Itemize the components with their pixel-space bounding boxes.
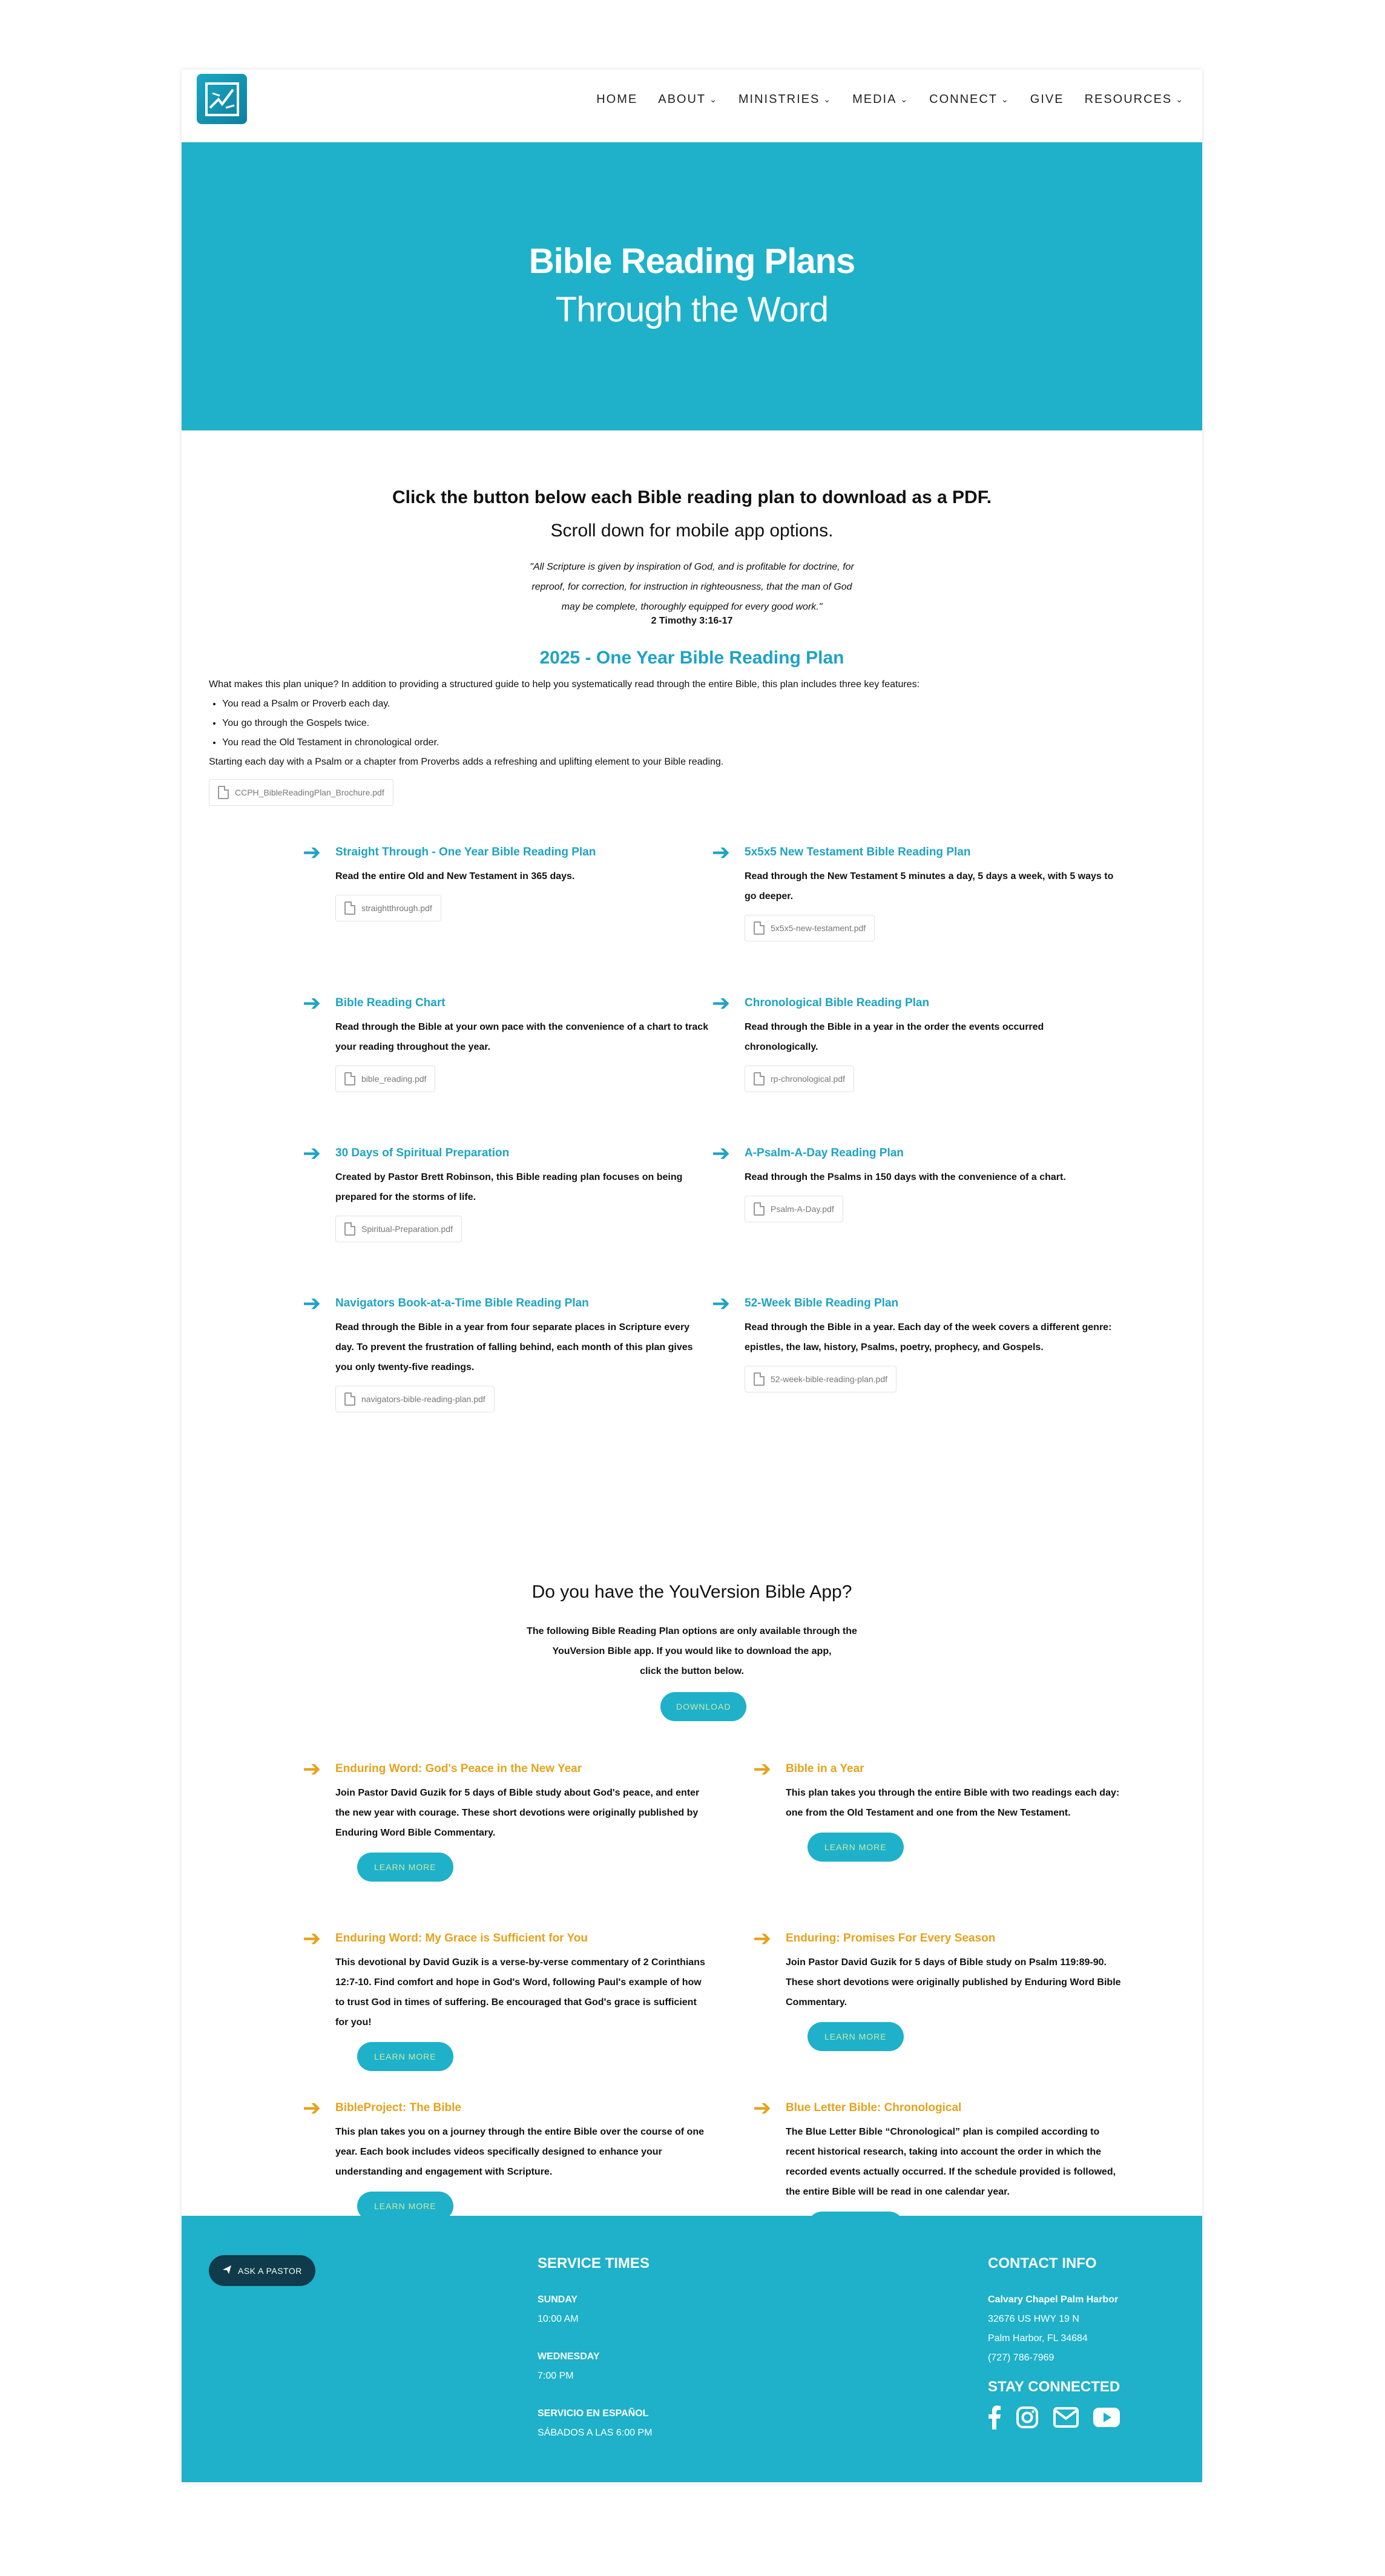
- pdf-download-link[interactable]: Psalm-A-Day.pdf: [745, 1196, 843, 1222]
- plan-card: [712, 840, 1120, 941]
- paper-plane-icon: [222, 2265, 232, 2276]
- intro-heading: Click the button below each Bible reading plan to download as a PDF.: [392, 487, 992, 507]
- plan-description: Read through the Bible in a year in the order the events occurred chronologically.: [745, 1022, 1044, 1052]
- nav-give[interactable]: GIVE: [1030, 93, 1064, 106]
- plan-description: Read through the Bible at your own pace with the convenience of a chart to track your reading throughout the year.: [335, 1022, 709, 1052]
- plan-card: [303, 1141, 711, 1242]
- nav-ministries[interactable]: MINISTRIES ⌄: [738, 93, 832, 106]
- pdf-download-link[interactable]: 52-week-bible-reading-plan.pdf: [745, 1366, 896, 1392]
- plan-description: Read through the Bible in a year from four separate places in Scripture every day. To prevent the frustration of falling behind, each month of this plan gives you only twenty-five readings.: [335, 1322, 693, 1372]
- file-icon: [754, 1372, 765, 1386]
- pdf-download-link[interactable]: straightthrough.pdf: [335, 895, 441, 921]
- arrow-right-icon: ➔: [303, 1926, 321, 1951]
- plan-description: Read through the New Testament 5 minutes a day, 5 days a week, with 5 ways to go deeper.: [745, 871, 1114, 901]
- pdf-download-link[interactable]: Spiritual-Preparation.pdf: [335, 1216, 462, 1242]
- nav-about[interactable]: ABOUT ⌄: [658, 93, 718, 106]
- pdf-download-link[interactable]: 5x5x5-new-testament.pdf: [745, 915, 875, 941]
- app-plan-card: [303, 2095, 711, 2221]
- site-header: [182, 70, 1202, 142]
- phone-link[interactable]: (727) 786-7969: [988, 2353, 1054, 2363]
- contact-heading: CONTACT INFO: [988, 2255, 1097, 2271]
- nav-home[interactable]: HOME: [596, 93, 638, 106]
- intro-subheading: Scroll down for mobile app options.: [550, 521, 834, 541]
- plan-description: Join Pastor David Guzik for 5 days of Bible study on Psalm 119:89-90. These short devotions were originally published by Enduring Word Bible Commentary.: [786, 1957, 1121, 2008]
- contact-info: CONTACT INFO Calvary Chapel Palm Harbor 32676 US HWY 19 N Palm Harbor, FL 34684 (727) 786-7969 STAY CONNECTED: [988, 2255, 1120, 2429]
- plan-description: The Blue Letter Bible “Chronological” plan is compiled according to recent historical research, taking into account the order in which the recorded events actually occurred. If the schedule provided is followed, the entire Bible will be read in one calendar year.: [786, 2127, 1116, 2197]
- app-plan-card: [303, 1756, 711, 1882]
- learn-more-button[interactable]: LEARN MORE: [357, 2042, 453, 2071]
- plan-title[interactable]: Enduring: Promises For Every Season: [786, 1932, 996, 1945]
- plan-title[interactable]: 5x5x5 New Testament Bible Reading Plan: [745, 846, 971, 858]
- app-plan-card: [303, 1926, 711, 2071]
- nav-media[interactable]: MEDIA ⌄: [852, 93, 909, 106]
- chevron-down-icon: ⌄: [709, 94, 718, 104]
- hero-subtitle: Through the Word: [555, 290, 829, 329]
- list-item: • You read the Old Testament in chronological order.: [222, 733, 1117, 753]
- file-icon: [344, 1222, 355, 1236]
- plan-description: Read through the Bible in a year. Each day of the week covers a different genre: epistles, the law, history, Psalms, poetry, prophecy, and Gospels.: [745, 1322, 1112, 1352]
- app-plan-card: [753, 1926, 1125, 2051]
- plan-title[interactable]: A-Psalm-A-Day Reading Plan: [745, 1147, 904, 1159]
- arrow-right-icon: ➔: [303, 1291, 321, 1316]
- service-times: SERVICE TIMES SUNDAY 10:00 AM WEDNESDAY 7:00 PM SERVICIO EN ESPAÑOL SÁBADOS A LAS 6:00 PM: [538, 2255, 653, 2438]
- stay-connected-heading: STAY CONNECTED: [988, 2379, 1120, 2395]
- hero-banner: [182, 142, 1202, 430]
- site-footer: [182, 2216, 1202, 2482]
- arrow-right-icon: ➔: [712, 1291, 731, 1316]
- file-icon: [754, 1202, 765, 1216]
- plan-title[interactable]: 30 Days of Spiritual Preparation: [335, 1147, 510, 1159]
- chevron-down-icon: ⌄: [823, 94, 832, 104]
- plan-title[interactable]: BibleProject: The Bible: [335, 2101, 461, 2114]
- app-plan-card: [753, 1756, 1125, 1862]
- plan-description: Read through the Psalms in 150 days with the convenience of a chart.: [745, 1172, 1066, 1182]
- file-icon: [344, 1072, 355, 1085]
- plan-title[interactable]: Blue Letter Bible: Chronological: [786, 2101, 962, 2114]
- download-app-button[interactable]: DOWNLOAD: [660, 1692, 746, 1721]
- plan-card: [712, 1291, 1120, 1392]
- plan-card: [712, 1141, 1120, 1222]
- plan-description: This plan takes you on a journey through the entire Bible over the course of one year. Each book includes videos specifically designed to enhance your understanding and engagement with Scripture.: [335, 2127, 704, 2177]
- plan-title[interactable]: 52-Week Bible Reading Plan: [745, 1297, 899, 1309]
- youversion-text: The following Bible Reading Plan options are only available through the YouVersion Bible app. If you would like to download the app, click the button below.: [527, 1626, 857, 1676]
- nav-connect[interactable]: CONNECT ⌄: [929, 93, 1010, 106]
- featured-description: What makes this plan unique? In addition to providing a structured guide to help you systematically read through the entire Bible, this plan includes three key features: • You read a Psalm or Proverb each day. • You go through the Gospels twice. • You read the Old Testament in chronological order. Starting each day with a Psalm or a chapter from Proverbs adds a refreshing and uplifting element to your Bible reading.: [209, 675, 1117, 772]
- arrow-right-icon: ➔: [753, 1926, 772, 1951]
- file-icon: [754, 921, 765, 935]
- list-item: • You read a Psalm or Proverb each day.: [222, 694, 1117, 714]
- arrow-right-icon: ➔: [712, 990, 731, 1015]
- plan-title[interactable]: Bible in a Year: [786, 1762, 864, 1775]
- file-icon: [344, 901, 355, 915]
- plan-description: Join Pastor David Guzik for 5 days of Bible study about God's peace, and enter the new year with courage. These short devotions were originally published by Enduring Word Bible Commentary.: [335, 1788, 700, 1838]
- plan-description: Read the entire Old and New Testament in 365 days.: [335, 871, 575, 881]
- email-icon[interactable]: [1053, 2407, 1079, 2428]
- arrow-right-icon: ➔: [303, 840, 321, 865]
- pdf-download-link[interactable]: rp-chronological.pdf: [745, 1066, 854, 1092]
- plan-title[interactable]: Straight Through - One Year Bible Reading Plan: [335, 846, 596, 858]
- pdf-download-link[interactable]: bible_reading.pdf: [335, 1066, 435, 1092]
- logo-icon: [204, 81, 240, 117]
- chevron-down-icon: ⌄: [1001, 94, 1010, 104]
- ask-a-pastor-button[interactable]: ASK A PASTOR: [209, 2255, 315, 2286]
- list-item: • You go through the Gospels twice.: [222, 714, 1117, 733]
- pdf-download-link[interactable]: CCPH_BibleReadingPlan_Brochure.pdf: [209, 779, 393, 806]
- pdf-download-link[interactable]: navigators-bible-reading-plan.pdf: [335, 1386, 495, 1412]
- arrow-right-icon: ➔: [712, 840, 731, 865]
- learn-more-button[interactable]: LEARN MORE: [357, 2192, 453, 2221]
- instagram-icon[interactable]: [1016, 2406, 1039, 2429]
- plan-title[interactable]: Chronological Bible Reading Plan: [745, 996, 930, 1009]
- nav-resources[interactable]: RESOURCES ⌄: [1084, 93, 1184, 106]
- arrow-right-icon: ➔: [712, 1141, 731, 1165]
- plan-title[interactable]: Enduring Word: My Grace is Sufficient for You: [335, 1932, 588, 1945]
- feature-list: [209, 694, 1117, 753]
- arrow-right-icon: ➔: [303, 1756, 321, 1781]
- plan-card: [303, 840, 711, 921]
- file-icon: [344, 1392, 355, 1406]
- arrow-right-icon: ➔: [303, 1141, 321, 1165]
- hero-title: Bible Reading Plans: [528, 242, 855, 281]
- quote-reference: 2 Timothy 3:16-17: [651, 616, 733, 626]
- plan-title[interactable]: Bible Reading Chart: [335, 996, 446, 1009]
- page-container: [182, 70, 1202, 2482]
- social-links: [988, 2405, 1120, 2429]
- learn-more-button[interactable]: LEARN MORE: [808, 2022, 904, 2051]
- service-times-heading: SERVICE TIMES: [538, 2255, 650, 2271]
- plan-card: [303, 1291, 711, 1412]
- file-icon: [218, 786, 229, 799]
- plan-description: Created by Pastor Brett Robinson, this Bible reading plan focuses on being prepared for the storms of life.: [335, 1172, 683, 1202]
- scripture-quote: "All Scripture is given by inspiration of God, and is profitable for doctrine, for reproof, for correction, for instruction in righteousness, that the man of God may be complete, thoroughly equipped for every good work.": [530, 562, 854, 612]
- youversion-heading: Do you have the YouVersion Bible App?: [531, 1582, 852, 1602]
- arrow-right-icon: ➔: [303, 990, 321, 1015]
- site-logo[interactable]: [197, 74, 247, 124]
- plan-description: This plan takes you through the entire Bible with two readings each day: one from the Old Testament and one from the New Testament.: [786, 1788, 1120, 1818]
- chevron-down-icon: ⌄: [1176, 94, 1184, 104]
- plan-title[interactable]: Navigators Book-at-a-Time Bible Reading Plan: [335, 1297, 589, 1309]
- main-nav: [576, 93, 1184, 107]
- facebook-icon[interactable]: [988, 2405, 1001, 2429]
- arrow-right-icon: ➔: [753, 1756, 772, 1781]
- learn-more-button[interactable]: LEARN MORE: [357, 1853, 453, 1882]
- chevron-down-icon: ⌄: [900, 94, 909, 104]
- file-icon: [754, 1072, 765, 1085]
- plan-title[interactable]: Enduring Word: God's Peace in the New Year: [335, 1762, 582, 1775]
- featured-plan-title: 2025 - One Year Bible Reading Plan: [539, 648, 844, 668]
- arrow-right-icon: ➔: [303, 2095, 321, 2120]
- plan-card: [712, 990, 1120, 1092]
- plan-card: [303, 990, 711, 1092]
- learn-more-button[interactable]: LEARN MORE: [808, 1833, 904, 1862]
- youtube-icon[interactable]: [1093, 2408, 1120, 2427]
- plan-description: This devotional by David Guzik is a verse-by-verse commentary of 2 Corinthians 12:7-10. Find comfort and hope in God's Word, following Paul's example of how to trust God in times of suffering. Be encouraged that God's grace is sufficient for you!: [335, 1957, 705, 2028]
- arrow-right-icon: ➔: [753, 2095, 772, 2120]
